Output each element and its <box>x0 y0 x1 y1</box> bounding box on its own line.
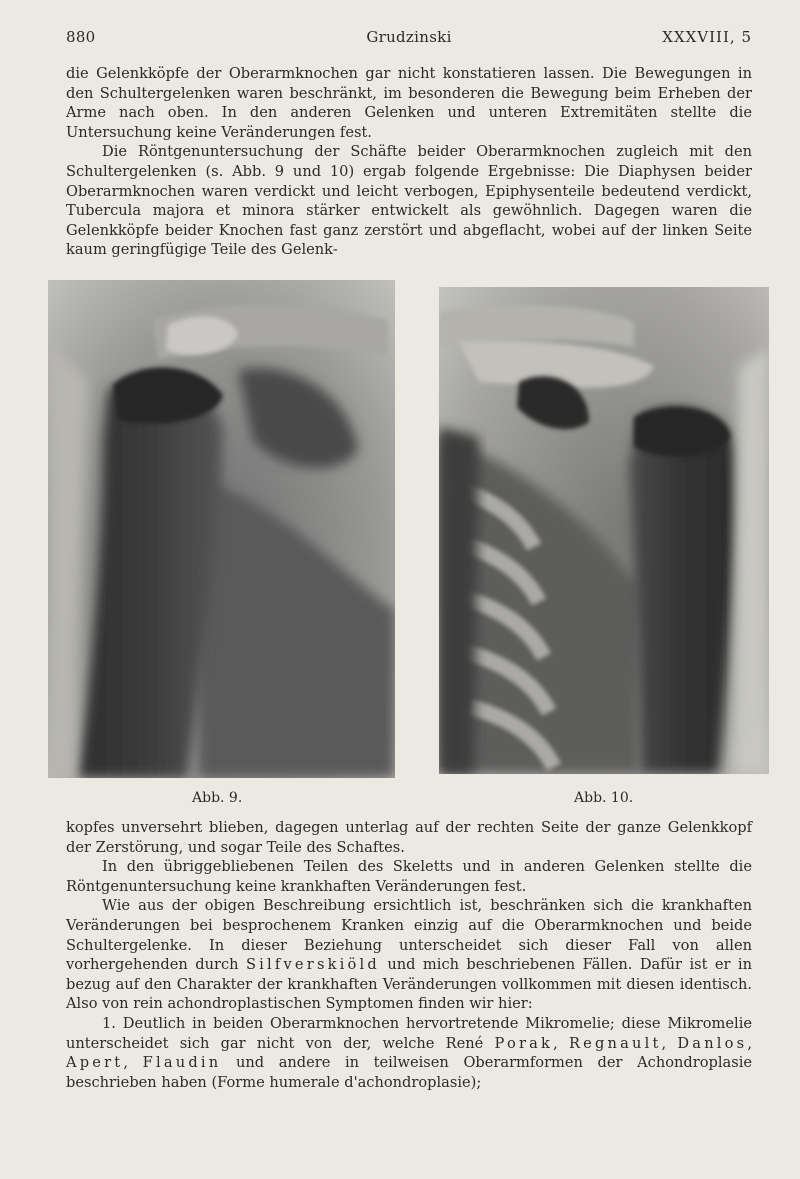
author-name: Porak <box>494 1034 554 1052</box>
text-span: und mich beschriebenen Fällen. Dafür ist er in bezug auf den Charakter der krankhaften Veränderungen vollkommen mit diesen identisch. Also von rein achondroplastischen Symptomen finden wir hier: <box>66 956 752 1013</box>
text-block-bottom <box>66 818 752 1092</box>
separator: , <box>553 1034 569 1052</box>
figure-9-caption: Abb. 9. <box>192 790 243 806</box>
paragraph <box>66 896 752 1014</box>
volume-number: XXXVIII, 5 <box>662 28 752 46</box>
author-name: Silfverskiöld <box>245 956 380 974</box>
author-name: Regnault <box>568 1034 662 1052</box>
running-header <box>66 28 752 52</box>
text-block-top <box>66 64 752 260</box>
text-span: Wie aus der obigen Beschreibung ersichtlich ist, beschränken sich die krankhaften Veränderungen bei besprochenem Kranken einzig auf die Oberarmknochen und beide Schultergelenke. In dieser Beziehung unterscheidet sich dieser Fall von allen vorhergehenden durch <box>66 897 752 974</box>
separator: , <box>123 1054 143 1072</box>
author-name: Apert <box>66 1054 124 1072</box>
running-author: Grudzinski <box>366 28 452 46</box>
xray-figure-10 <box>439 287 769 774</box>
author-name: Flaudin <box>142 1054 222 1072</box>
text-span: 1. Deutlich in beiden Oberarmknochen hervortretende Mikromelie; diese Mikromelie unterscheidet sich gar nicht von der, welche René <box>66 1014 752 1052</box>
separator: , <box>661 1034 678 1052</box>
separator: , <box>747 1034 752 1052</box>
figure-10-caption: Abb. 10. <box>574 790 634 806</box>
paragraph: In den übriggebliebenen Teilen des Skeletts und in anderen Gelenken stellte die Röntgenuntersuchung keine krankhaften Veränderungen fest. <box>66 858 752 895</box>
list-item <box>66 1014 752 1092</box>
paragraph: die Gelenkköpfe der Oberarmknochen gar nicht konstatieren lassen. Die Bewegungen in den Schultergelenken waren beschränkt, im besonderen die Bewegung beim Erheben der Arme nach oben. In den anderen Gelenken und unteren Extremitäten stellte die Untersuchung keine Veränderungen fest. <box>66 65 752 141</box>
page-number: 880 <box>66 28 96 46</box>
paragraph: kopfes unversehrt blieben, dagegen unterlag auf der rechten Seite der ganze Gelenkkopf der Zerstörung, und sogar Teile des Schaftes. <box>66 819 752 856</box>
xray-figure-9 <box>48 280 395 778</box>
text-span: und andere in teilweisen Oberarmformen der Achondroplasie beschrieben haben (Forme humerale d'achondroplasie); <box>66 1054 753 1091</box>
paragraph: Die Röntgenuntersuchung der Schäfte beider Oberarmknochen zugleich mit den Schultergelenken (s. Abb. 9 und 10) ergab folgende Ergebnisse: Die Diaphysen beider Oberarmknochen waren verdickt und leicht verbogen, Epiphysenteile bedeutend verdickt, Tubercula majora et minora stärker entwickelt als gewöhnlich. Dagegen waren die Gelenkköpfe beider Knochen fast ganz zerstört und abgeflacht, wobei auf der linken Seite kaum geringfügige Teile des Gelenk- <box>66 143 752 259</box>
author-name: Danlos <box>677 1034 748 1052</box>
